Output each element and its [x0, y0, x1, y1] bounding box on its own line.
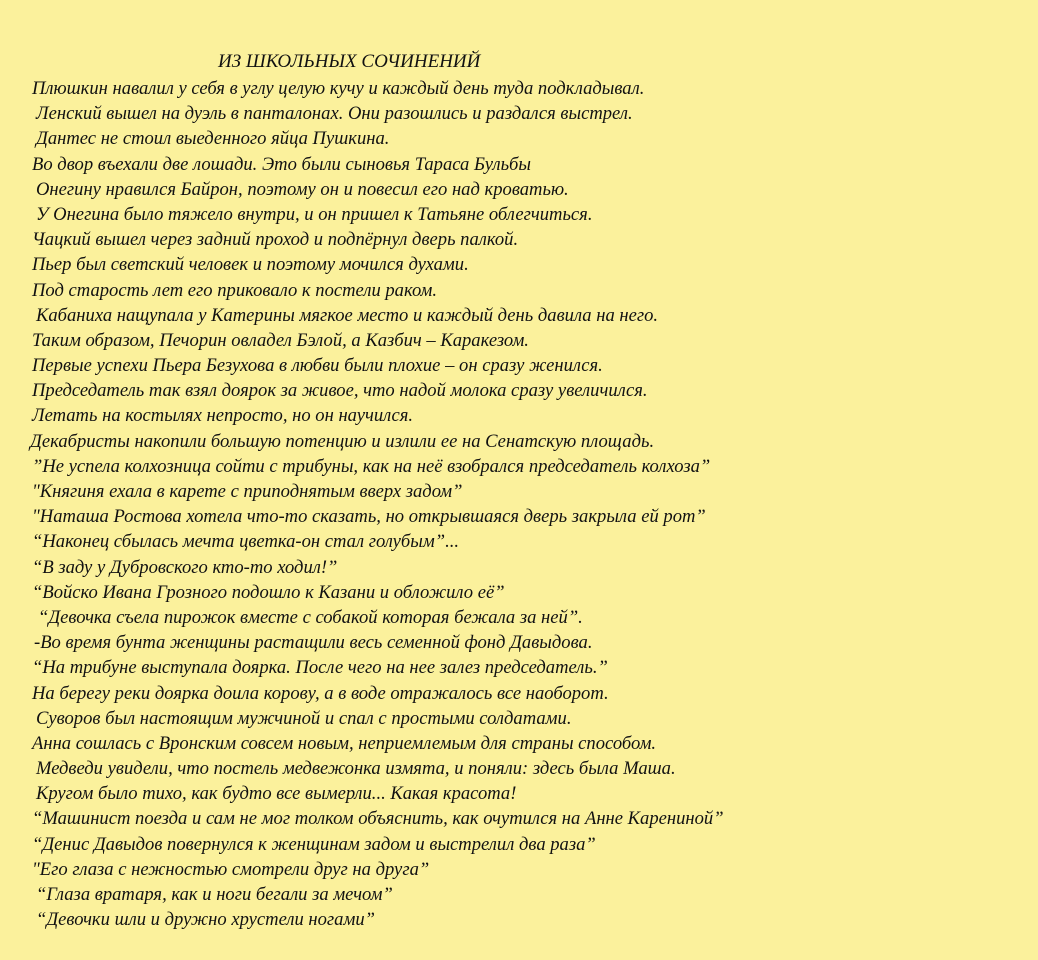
quote-line: Кабаниха нащупала у Катерины мягкое место и каждый день давила на него. — [36, 304, 659, 326]
quote-line: Медведи увидели, что постель медвежонка измята, и поняли: здесь была Маша. — [36, 758, 676, 780]
quote-line: Таким образом, Печорин овладел Бэлой, а Казбич – Каракезом. — [32, 329, 529, 351]
quote-line: “Денис Давыдов повернулся к женщинам задом и выстрелил два раза” — [32, 833, 596, 855]
quote-line: Суворов был настоящим мужчиной и спал с простыми солдатами. — [36, 707, 572, 729]
quote-line: "Наташа Ростова хотела что-то сказать, но открывшаяся дверь закрыла ей рот” — [32, 506, 706, 528]
quote-line: “На трибуне выступала доярка. После чего на нее залез председатель.” — [32, 657, 608, 679]
quote-line: Плюшкин навалил у себя в углу целую кучу и каждый день туда подкладывал. — [32, 78, 645, 99]
quote-line: -Во время бунта женщины растащили весь семенной фонд Давыдова. — [34, 632, 593, 654]
quote-line: Кругом было тихо, как будто все вымерли... Какая красота! — [36, 783, 517, 805]
quote-line: “Глаза вратаря, как и ноги бегали за мечом” — [36, 884, 393, 905]
quote-line: “Машинист поезда и сам не мог толком объяснить, как очутился на Анне Карениной” — [32, 808, 724, 830]
quote-line: ”Не успела колхозница сойти с трибуны, как на неё взобрался председатель колхоза” — [32, 455, 711, 477]
quote-line: “Девочки шли и дружно хрустели ногами” — [36, 909, 375, 931]
quote-line: Летать на костылях непросто, но он научился. — [32, 405, 414, 427]
quote-line: Председатель так взял доярок за живое, что надой молока сразу увеличился. — [32, 380, 648, 402]
quote-line: Пьер был светский человек и поэтому мочился духами. — [32, 254, 469, 276]
quote-line: “Войско Ивана Грозного подошло к Казани и обложило её” — [32, 581, 505, 603]
quote-line: Декабристы накопили большую потенцию и излили ее на Сенатскую площадь. — [30, 430, 655, 452]
quote-line: "Княгиня ехала в карете с приподнятым вверх задом” — [32, 481, 463, 502]
quote-line: У Онегина было тяжело внутри, и он пришел к Татьяне облегчиться. — [36, 203, 593, 225]
quote-line: "Его глаза с нежностью смотрели друг на друга” — [32, 858, 430, 880]
quote-line: “Наконец сбылась мечта цветка-он стал голубым”... — [32, 531, 460, 553]
quote-line: “Девочка съела пирожок вместе с собакой которая бежала за ней”. — [38, 606, 583, 628]
quote-line: Онегину нравился Байрон, поэтому он и повесил его над кроватью. — [36, 178, 569, 200]
page-title: ИЗ ШКОЛЬНЫХ СОЧИНЕНИЙ — [218, 51, 481, 72]
quote-line: Под старость лет его приковало к постели раком. — [32, 279, 438, 301]
quote-line: Дантес не стоил выеденного яйца Пушкина. — [36, 128, 390, 150]
quote-line: Первые успехи Пьера Безухова в любви были плохие – он сразу женился. — [32, 355, 603, 377]
quote-line: Ленский вышел на дуэль в панталонах. Они разошлись и раздался выстрел. — [36, 103, 633, 125]
quotes-list — [0, 76, 724, 932]
quote-line: “В заду у Дубровского кто-то ходил!” — [32, 556, 338, 578]
quote-line: На берегу реки доярка доила корову, а в воде отражалось все наоборот. — [32, 682, 609, 704]
quote-line: Анна сошлась с Вронским совсем новым, неприемлемым для страны способом. — [32, 732, 657, 754]
quote-line: Чацкий вышел через задний проход и подпёрнул дверь палкой. — [32, 229, 519, 251]
quote-line: Во двор въехали две лошади. Это были сыновья Тараса Бульбы — [32, 153, 531, 175]
